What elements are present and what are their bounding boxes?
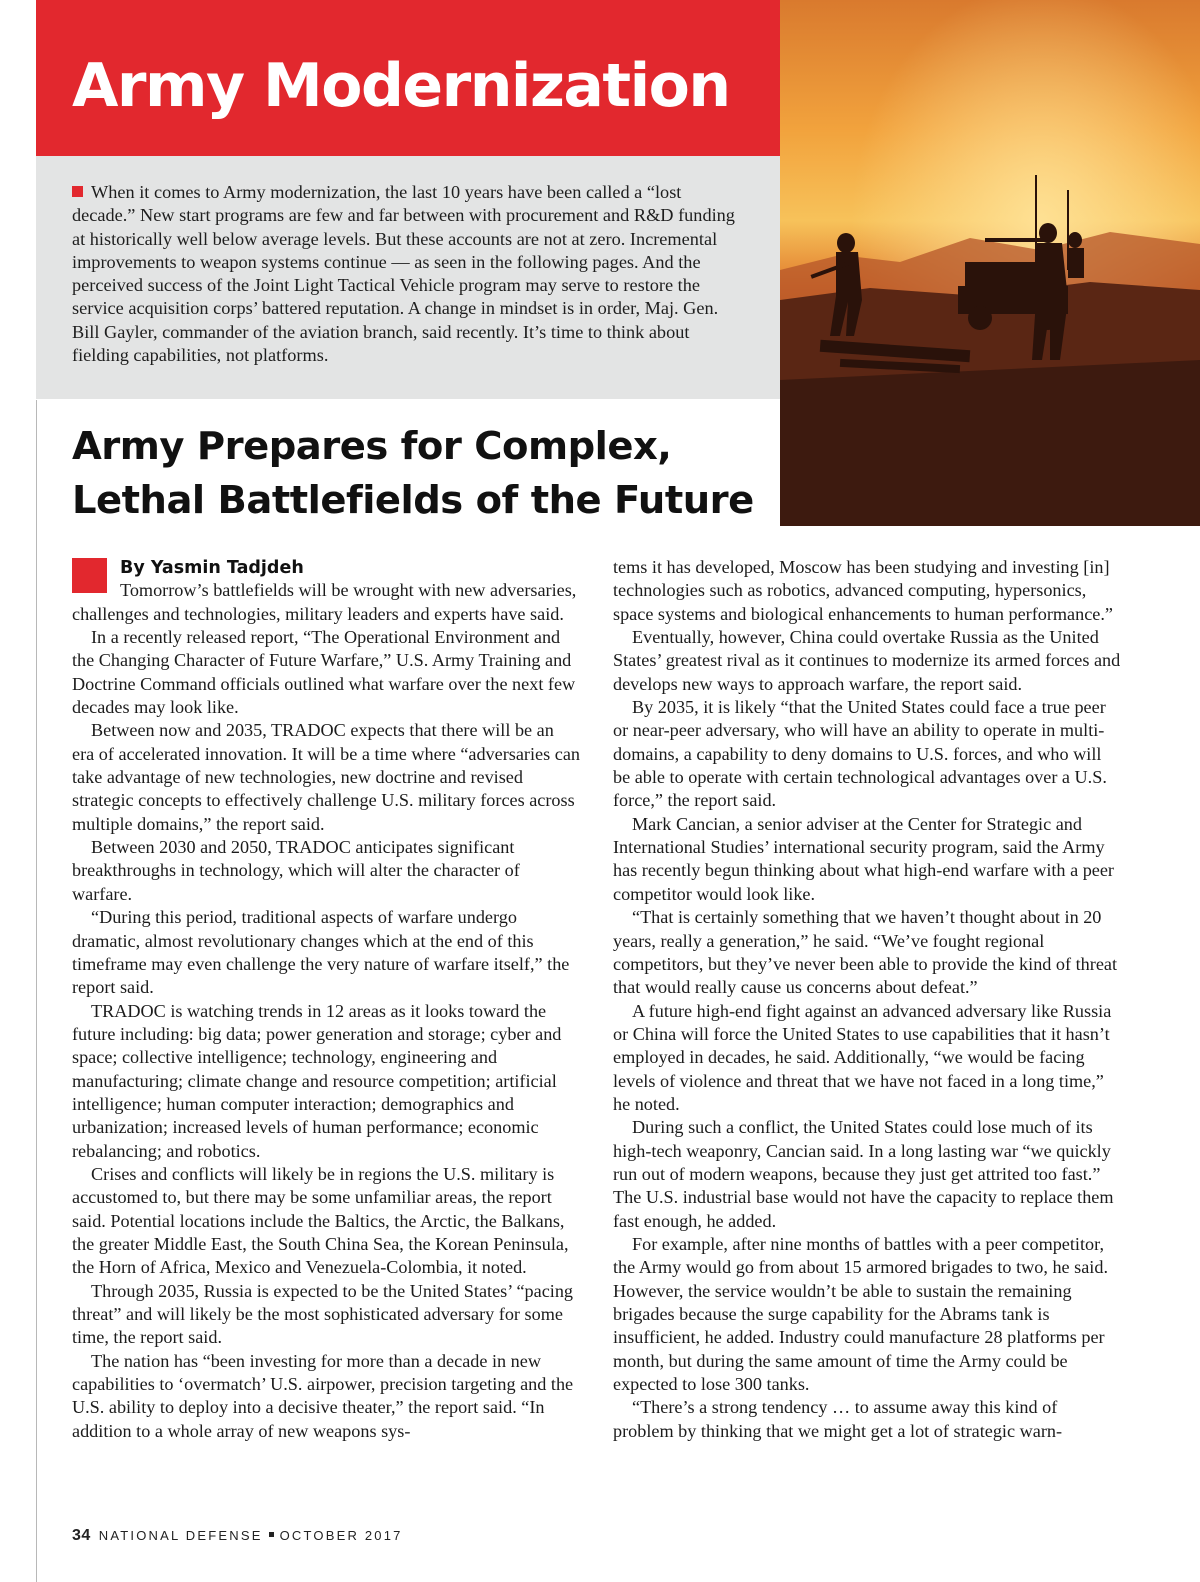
article-column-2 [613, 556, 1121, 1443]
intro-text-body: When it comes to Army modernization, the last 10 years have been called a “lost decade.” New start programs are few and far between with procurement and R&D funding at historically well below average levels. But these accounts are not at zero. Incremental improvements to weapon systems continue — as seen in the following pages. And the perceived success of the Joint Light Tactical Vehicle program may serve to restore the service acquisition corps’ battered reputation. A change in mindset is in order, Maj. Gen. Bill Gayler, commander of the aviation branch, said recently. It’s time to think about fielding capabilities, not platforms. [72, 182, 735, 366]
paragraph: Mark Cancian, a senior adviser at the Center for Strategic and International Studies’ international security program, said the Army has recently begun thinking about what high-end warfare with a peer competitor would look like. [613, 813, 1114, 904]
paragraph-continuation: tems it has developed, Moscow has been studying and investing [in] technologies such as robotics, advanced computing, hypersonics, space systems and biological enhancements to human performance.” [613, 557, 1113, 624]
headline-line-2: Lethal Battlefields of the Future [72, 478, 754, 523]
paragraph: Between 2030 and 2050, TRADOC anticipates significant breakthroughs in technology, which will alter the character of warfare. [72, 837, 520, 904]
paragraph-text: Tomorrow’s battlefields will be wrought with new adversaries, challenges and technologies, military leaders and experts have said. [72, 580, 577, 624]
paragraph: By 2035, it is likely “that the United States could face a true peer or near-peer adversary, who will have an ability to operate in multi-domains, a capability to deny domains to U.S. forces, and who will be able to operate with certain technological advantages over a U.S. force,” the report said. [613, 697, 1107, 811]
paragraph [72, 579, 580, 626]
soldiers-at-sunset-photo [780, 0, 1200, 526]
paragraph: A future high-end fight against an advanced adversary like Russia or China will force the United States to use capabilities that it hasn’t employed in decades, he said. Additionally, “we would be facing levels of violence and threat that we have not faced in a long time,” he noted. [613, 1000, 1112, 1114]
paragraph: For example, after nine months of battles with a peer competitor, the Army would go from about 15 armored brigades to two, he said. However, the service wouldn’t be able to sustain the remaining brigades because the surge capability for the Abrams tank is insufficient, he added. Industry could manufacture 28 platforms per month, but during the same amount of time the Army could be expected to lose 300 tanks. [613, 1233, 1109, 1395]
publication-name: NATIONAL DEFENSE [98, 1528, 263, 1543]
paragraph: “There’s a strong tendency … to assume away this kind of problem by thinking that we might get a lot of strategic warn- [613, 1397, 1063, 1441]
headline-line-1: Army Prepares for Complex, [72, 424, 672, 469]
paragraph: The nation has “been investing for more than a decade in new capabilities to ‘overmatch’ U.S. airpower, precision targeting and the U.S. ability to deploy into a decisive theater,” the report said. “In addition to a whole array of new weapons sys- [72, 1350, 574, 1441]
article-column-1 [72, 556, 580, 1443]
issue-date: OCTOBER 2017 [279, 1528, 403, 1543]
paragraph: Eventually, however, China could overtake Russia as the United States’ greatest rival as it continues to modernize its armed forces and develops new ways to approach warfare, the report said. [613, 627, 1121, 694]
byline-row [72, 556, 580, 579]
page-number: 34 [72, 1527, 91, 1544]
paragraph: Between now and 2035, TRADOC expects that there will be an era of accelerated innovation. It will be a time where “adversaries can take advantage of new technologies, new doctrine and revised strategic concepts to effectively challenge U.S. military forces across multiple domains,” the report said. [72, 720, 580, 834]
paragraph: Through 2035, Russia is expected to be the United States’ “pacing threat” and will likely be the most sophisticated adversary for some time, the report said. [72, 1280, 574, 1348]
section-title: Army Modernization [72, 51, 730, 121]
paragraph: “That is certainly something that we haven’t thought about in 20 years, really a generation,” he said. “We’ve fought regional competitors, but they’ve never been able to provide the kind of threat that would really cause us concerns about defeat.” [613, 907, 1118, 998]
byline: By Yasmin Tadjdeh [120, 558, 304, 578]
intro-text [72, 181, 740, 367]
paragraph: TRADOC is watching trends in 12 areas as it looks toward the future including: big data; power generation and storage; cyber and space; collective intelligence; technology, engineering and manufacturing; climate change and resource competition; artificial intelligence; human computer interaction; demographics and urbanization; increased levels of human performance; economic rebalancing; and robotics. [72, 1000, 562, 1161]
paragraph: In a recently released report, “The Operational Environment and the Changing Character of Future Warfare,” U.S. Army Training and Doctrine Command officials outlined what warfare over the next few decades may look like. [72, 627, 576, 718]
paragraph: During such a conflict, the United States could lose much of its high-tech weaponry, Cancian said. In a long lasting war “we quickly run out of modern weapons, because they just get attrited too fast.” The U.S. industrial base would not have the capacity to replace them fast enough, he added. [613, 1117, 1114, 1231]
separator-square-icon [269, 1532, 274, 1537]
square-bullet-icon [72, 186, 83, 197]
paragraph: Crises and conflicts will likely be in regions the U.S. military is accustomed to, but there may be some unfamiliar areas, the report said. Potential locations include the Baltics, the Arctic, the Balkans, the greater Middle East, the South China Sea, the Korean Peninsula, the Horn of Africa, Mexico and Venezuela-Colombia, it noted. [72, 1163, 569, 1278]
left-margin-rule [36, 400, 37, 1582]
paragraph: “During this period, traditional aspects of warfare undergo dramatic, almost revolutionary changes which at the end of this timeframe may even challenge the very nature of warfare itself,” the report said. [72, 907, 570, 998]
page-footer [72, 1527, 403, 1545]
article-headline [72, 420, 772, 528]
